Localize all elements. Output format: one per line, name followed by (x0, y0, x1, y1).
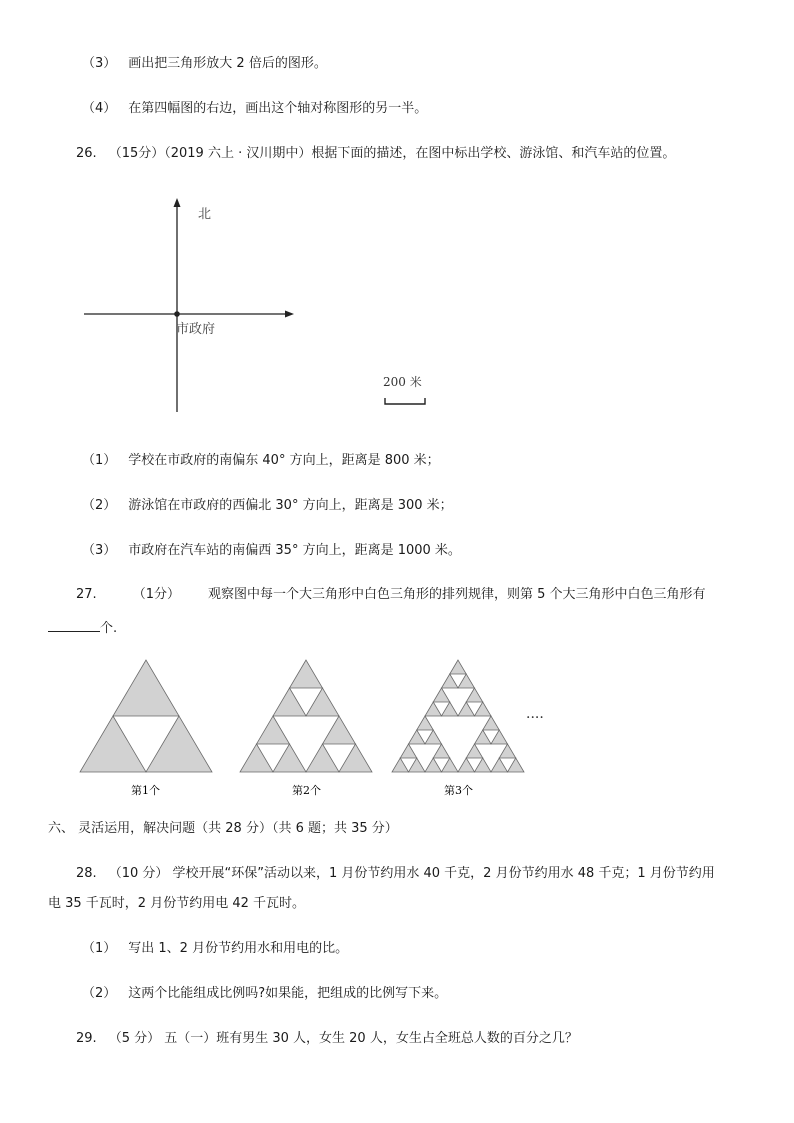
scale-label: 200 米 (383, 375, 422, 389)
triangle-pattern-figure (70, 650, 570, 805)
triangle-figure-1 (80, 660, 212, 772)
direction-map (80, 190, 460, 420)
caption-2: 第2个 (292, 784, 321, 797)
question-28: 28. （10 分） 学校开展“环保”活动以来，1 月份节约用水 40 千克，2 月份节约用水 48 千克；1 月份节约用 (76, 866, 715, 881)
question-26: 26. （15分）（2019 六上 · 汉川期中）根据下面的描述，在图中标出学校、游泳馆、和汽车站的位置。 (76, 146, 676, 161)
question-29: 29. （5 分） 五（一）班有男生 30 人，女生 20 人，女生占全班总人数的百分之几？ (76, 1031, 578, 1046)
question-27: 27. （1分） 观察图中每一个大三角形中白色三角形的排列规律，则第 5 个大三角形中白色三角形有 (76, 587, 706, 602)
sub-question-26-3: （3） 市政府在汽车站的南偏西 35° 方向上，距离是 1000 米。 (82, 543, 461, 558)
ellipsis: ···· (526, 710, 544, 726)
section-6-heading: 六、 灵活运用，解决问题（共 28 分）（共 6 题；共 35 分） (48, 821, 398, 836)
answer-blank[interactable] (48, 617, 100, 632)
caption-1: 第1个 (131, 784, 160, 797)
question-27-answer-line: 个. (48, 617, 117, 638)
sub-question-26-1: （1） 学校在市政府的南偏东 40° 方向上，距离是 800 米； (82, 453, 440, 468)
north-label: 北 (198, 207, 212, 222)
caption-3: 第3个 (444, 784, 473, 797)
triangle-figure-2 (240, 660, 372, 772)
scale-bar (385, 398, 425, 404)
triangle-figure-3 (392, 660, 524, 772)
sub-question-26-2: （2） 游泳馆在市政府的西偏北 30° 方向上，距离是 300 米； (82, 498, 453, 513)
question-28-continued: 电 35 千瓦时，2 月份节约用电 42 千瓦时。 (48, 896, 306, 911)
sub-question-4: （4） 在第四幅图的右边，画出这个轴对称图形的另一半。 (82, 101, 428, 116)
origin-label: 市政府 (176, 322, 216, 337)
origin-point (174, 311, 180, 317)
sub-question-28-2: （2） 这两个比能组成比例吗?如果能，把组成的比例写下来。 (82, 986, 448, 1001)
east-arrow-head (285, 311, 294, 318)
sub-question-3: （3） 画出把三角形放大 2 倍后的图形。 (82, 56, 327, 71)
sub-question-28-1: （1） 写出 1、2 月份节约用水和用电的比。 (82, 941, 349, 956)
north-arrow-head (174, 198, 181, 207)
